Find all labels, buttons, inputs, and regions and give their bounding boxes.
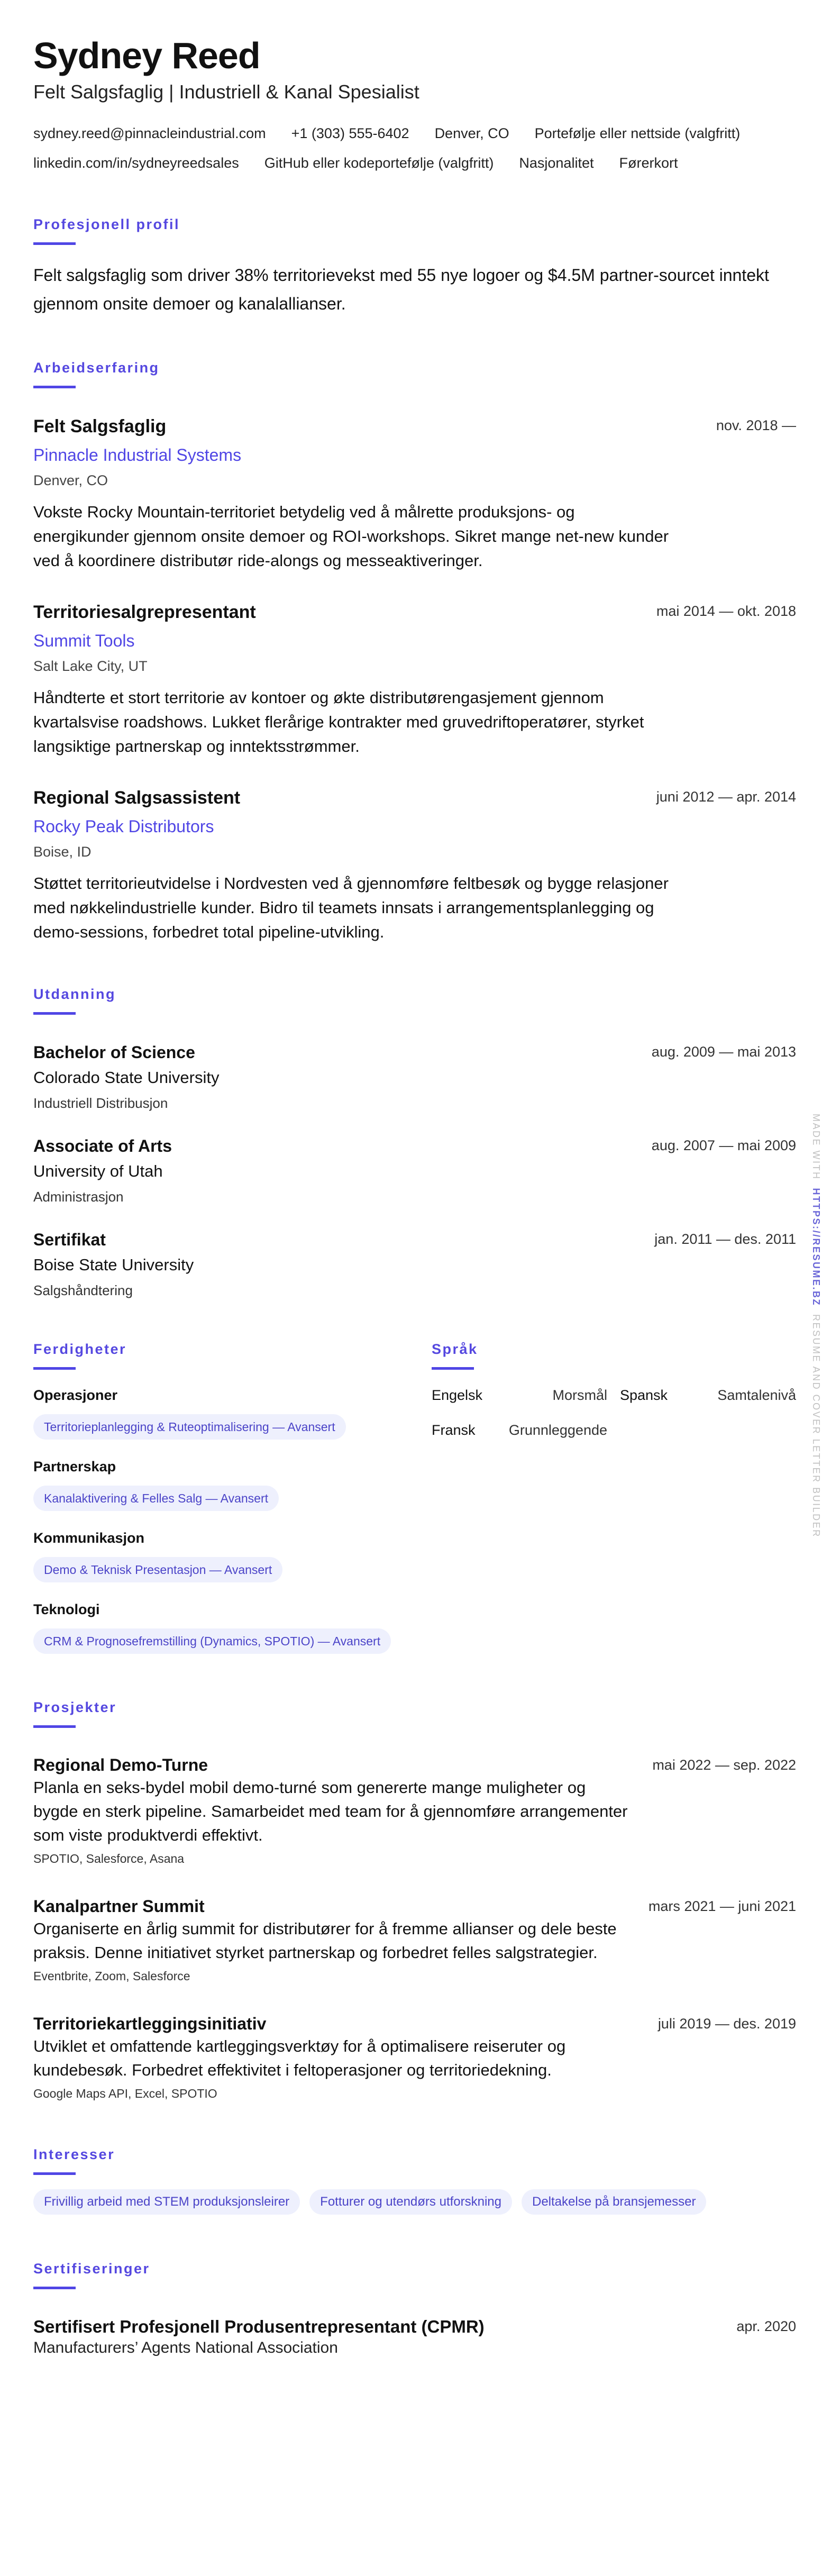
job-entry [33,786,796,944]
candidate-title: Felt Salgsfaglig | Industriell & Kanal Spesialist [33,81,419,103]
languages-section [432,1299,796,1654]
contact-linkedin[interactable]: linkedin.com/in/sydneyreedsales [33,155,239,171]
skill-category: Operasjoner [33,1387,118,1403]
degree: Associate of Arts [33,1136,172,1155]
section-underline [33,2287,76,2289]
job-entry [33,415,796,573]
section-underline [33,1012,76,1015]
project-entry [33,2013,796,2101]
interest-chip: Deltakelse på bransjemesser [522,2189,706,2215]
language-name: Engelsk [432,1387,483,1403]
language-level: Morsmål [552,1387,607,1403]
skill-category: Kommunikasjon [33,1530,145,1546]
job-date: juni 2012 — apr. 2014 [656,789,796,805]
job-description: Støttet territorieutvidelse i Nordvesten ved å gjennomføre feltbesøk og bygge relasjoner med nøkkelindustrielle kunder. Bidro til teamets innsats i arrangementsplanlegging og demo-sessions, forbedret total pipeline-utvikling. [33,874,669,941]
contact-license: Førerkort [619,155,678,171]
education-date: aug. 2007 — mai 2009 [651,1137,796,1153]
language-level: Grunnleggende [508,1422,607,1438]
job-date: nov. 2018 — [716,417,796,433]
education-date: aug. 2009 — mai 2013 [651,1044,796,1060]
project-entry [33,1754,796,1867]
watermark-link[interactable]: HTTPS://RESUME.BZ [811,1188,821,1307]
contact-github[interactable]: GitHub eller kodeportefølje (valgfritt) [264,155,494,171]
skill-category: Partnerskap [33,1459,116,1474]
project-date: mai 2022 — sep. 2022 [652,1757,796,1773]
job-entry [33,600,796,759]
project-title: Regional Demo-Turne [33,1755,208,1774]
section-heading: Språk [432,1341,478,1357]
profile-section [33,215,796,318]
project-title: Kanalpartner Summit [33,1897,205,1916]
section-heading: Arbeidserfaring [33,360,160,376]
contact-info [33,119,800,178]
interest-chip: Fotturer og utendørs utforskning [309,2189,512,2215]
experience-section [33,358,796,944]
education-section [33,985,796,1299]
job-company: Rocky Peak Distributors [33,817,214,836]
section-underline [33,1725,76,1728]
project-tech: Eventbrite, Zoom, Salesforce [33,1969,190,1983]
job-description: Vokste Rocky Mountain-territoriet betydelig ved å målrette produksjons- og energikunder gjennom onsite demoer og ROI-workshops. Sikret mange net-new kunder ved å koordinere distributør ride-alongs og messeaktiveringer. [33,503,669,570]
interest-chip: Frivillig arbeid med STEM produksjonsleirer [33,2189,300,2215]
contact-location: Denver, CO [434,125,509,141]
section-heading: Prosjekter [33,1699,117,1715]
language-item [432,1386,607,1405]
field-of-study: Industriell Distribusjon [33,1095,168,1111]
school: Colorado State University [33,1068,220,1087]
project-description: Planla en seks-bydel mobil demo-turné som genererte mange muligheter og bygde en sterk pipeline. Samarbeidet med team for å gjennomføre arrangementer som viste produktverdi effektivt. [33,1778,628,1844]
degree: Bachelor of Science [33,1043,195,1062]
education-entry [33,1041,796,1112]
project-description: Utviklet et omfattende kartleggingsverktøy for å optimalisere reiseruter og kundebesøk. Forbedret effektivitet i feltoperasjoner og territoriedekning. [33,2037,566,2079]
project-date: mars 2021 — juni 2021 [648,1898,796,1914]
contact-phone[interactable]: +1 (303) 555-6402 [291,125,409,141]
certifications-section [33,2259,796,2358]
skill-chip: Demo & Teknisk Presentasjon — Avansert [33,1557,282,1582]
section-heading: Profesjonell profil [33,216,180,232]
field-of-study: Salgshåndtering [33,1282,133,1298]
skills-section [33,1299,432,1654]
education-entry [33,1228,796,1299]
job-location: Salt Lake City, UT [33,658,148,674]
section-heading: Ferdigheter [33,1341,127,1357]
watermark-pre: MADE WITH [811,1114,821,1180]
certification-entry [33,2316,796,2358]
contact-email[interactable]: sydney.reed@pinnacleindustrial.com [33,125,266,141]
interest-list [33,2189,796,2215]
job-title: Territoriesalgrepresentant [33,602,256,622]
project-entry [33,1896,796,1984]
school: Boise State University [33,1255,194,1274]
section-heading: Utdanning [33,986,116,1002]
projects-section [33,1698,796,2101]
resume-header [33,34,796,178]
section-heading: Sertifiseringer [33,2261,150,2277]
skills-languages-row [33,1299,796,1654]
school: University of Utah [33,1162,163,1180]
contact-nationality: Nasjonalitet [519,155,594,171]
watermark-post: RESUME AND COVER LETTER BUILDER [811,1314,821,1538]
skill-chip: Kanalaktivering & Felles Salg — Avansert [33,1486,279,1511]
project-description: Organiserte en årlig summit for distributører for å fremme allianser og dele beste praksis. Denne initiativet styrket partnerskap og forbedret felles salgstrategier. [33,1919,617,1962]
contact-portfolio[interactable]: Portefølje eller nettside (valgfritt) [534,125,741,141]
language-level: Samtalenivå [717,1387,796,1403]
project-tech: SPOTIO, Salesforce, Asana [33,1852,185,1865]
resume-page [0,34,840,2358]
certification-org: Manufacturers’ Agents National Association [33,2339,338,2356]
skill-chip: Territorieplanlegging & Ruteoptimalisering — Avansert [33,1414,346,1440]
section-underline [33,1367,76,1370]
section-underline [432,1367,474,1370]
project-title: Territoriekartleggingsinitiativ [33,2014,267,2033]
section-underline [33,2172,76,2175]
job-title: Felt Salgsfaglig [33,416,167,436]
job-company: Summit Tools [33,631,135,650]
section-underline [33,386,76,388]
field-of-study: Administrasjon [33,1189,124,1205]
skill-category: Teknologi [33,1601,100,1617]
job-description: Håndterte et stort territorie av kontoer og økte distributørengasjement gjennom kvartalsvise roadshows. Lukket flerårige kontrakter med gruvedriftoperatører, styrket langsiktige partnerskap og inntektsstrømmer. [33,688,644,755]
job-location: Denver, CO [33,472,108,488]
job-location: Boise, ID [33,844,92,860]
project-date: juli 2019 — des. 2019 [658,2016,796,2032]
certification-title: Sertifisert Profesjonell Produsentrepresentant (CPMR) [33,2317,485,2336]
profile-summary: Felt salgsfaglig som driver 38% territorievekst med 55 nye logoer og $4.5M partner-sourcet inntekt gjennom onsite demoer og kanalallianser. [33,266,769,313]
degree: Sertifikat [33,1230,106,1249]
job-company: Pinnacle Industrial Systems [33,445,242,465]
education-entry [33,1135,796,1206]
section-heading: Interesser [33,2146,115,2162]
language-item [432,1421,607,1440]
language-list [432,1386,796,1440]
candidate-name: Sydney Reed [33,35,260,76]
project-tech: Google Maps API, Excel, SPOTIO [33,2087,217,2100]
job-title: Regional Salgsassistent [33,788,241,808]
section-underline [33,242,76,245]
skill-chip: CRM & Prognosefremstilling (Dynamics, SPOTIO) — Avansert [33,1628,391,1654]
job-date: mai 2014 — okt. 2018 [656,603,796,619]
certification-date: apr. 2020 [736,2318,796,2334]
education-date: jan. 2011 — des. 2011 [654,1231,796,1247]
watermark [810,1114,821,1538]
language-name: Spansk [620,1387,668,1403]
language-name: Fransk [432,1422,476,1438]
language-item [620,1386,796,1405]
interests-section [33,2145,796,2215]
